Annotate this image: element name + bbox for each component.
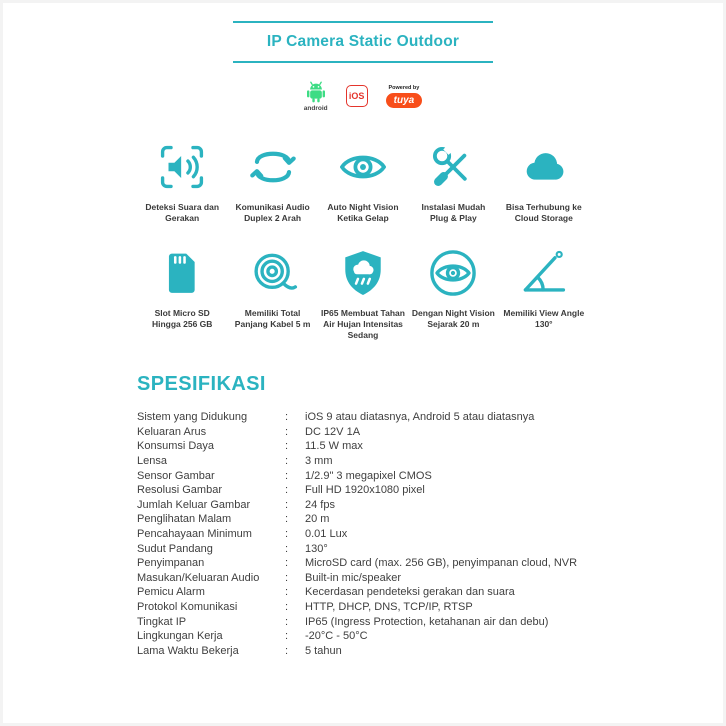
- spec-row: [137, 615, 589, 630]
- spec-label: Lensa: [137, 455, 167, 468]
- spec-colon: :: [285, 411, 289, 424]
- spec-label: Pencahayaan Minimum: [137, 527, 252, 540]
- spec-colon: :: [285, 557, 289, 570]
- auto-night-vision-icon: [336, 140, 390, 194]
- feature-item: [499, 140, 589, 224]
- page-title: IP Camera Static Outdoor: [233, 21, 493, 63]
- spec-row: [137, 512, 589, 527]
- sound-motion-detection-icon: [155, 140, 209, 194]
- ios-icon: iOS: [346, 85, 368, 107]
- spec-row: [137, 556, 589, 571]
- easy-install-tools-icon: [426, 140, 480, 194]
- spec-value: 20 m: [305, 513, 330, 526]
- spec-row: [137, 571, 589, 586]
- spec-label: Keluaran Arus: [137, 425, 207, 438]
- spec-colon: :: [285, 527, 289, 540]
- spec-colon: :: [285, 513, 289, 526]
- feature-item: [227, 140, 317, 224]
- night-vision-distance-icon: [426, 246, 480, 300]
- feature-item: [227, 246, 317, 341]
- spec-value: 0.01 Lux: [305, 527, 348, 540]
- spec-label: Masukan/Keluaran Audio: [137, 571, 260, 584]
- spec-value: Built-in mic/speaker: [305, 571, 401, 584]
- rain-shield-icon: [336, 246, 390, 300]
- feature-grid: [137, 140, 589, 341]
- spec-value: 1/2.9" 3 megapixel CMOS: [305, 469, 432, 482]
- feature-item: [499, 246, 589, 341]
- view-angle-icon: [517, 246, 571, 300]
- spec-value: MicroSD card (max. 256 GB), penyimpanan cloud, NVR: [305, 557, 578, 570]
- spec-colon: :: [285, 644, 289, 657]
- spec-heading: SPESIFIKASI: [137, 373, 266, 396]
- spec-label: Sensor Gambar: [137, 469, 215, 482]
- spec-value: Full HD 1920x1080 pixel: [305, 484, 425, 497]
- spec-label: Lingkungan Kerja: [137, 630, 223, 643]
- spec-colon: :: [285, 484, 289, 497]
- spec-colon: :: [285, 571, 289, 584]
- spec-colon: :: [285, 425, 289, 438]
- spec-value: 130°: [305, 542, 328, 555]
- spec-colon: :: [285, 600, 289, 613]
- spec-value: 24 fps: [305, 498, 335, 511]
- feature-label: Slot Micro SD Hingga 256 GB: [151, 308, 213, 330]
- spec-value: 11.5 W max: [305, 440, 363, 453]
- spec-label: Sudut Pandang: [137, 542, 213, 555]
- spec-label: Tingkat IP: [137, 615, 187, 628]
- spec-value: 3 mm: [305, 455, 333, 468]
- feature-item: [137, 246, 227, 341]
- spec-row: [137, 585, 589, 600]
- spec-colon: :: [285, 615, 289, 628]
- spec-row: [137, 454, 589, 469]
- cloud-storage-icon: [517, 140, 571, 194]
- spec-colon: :: [285, 630, 289, 643]
- feature-item: [318, 246, 408, 341]
- spec-table: [137, 410, 589, 658]
- tuya-logo: tuya: [386, 93, 423, 108]
- spec-row: [137, 629, 589, 644]
- powered-by-label: Powered by: [388, 84, 420, 91]
- platform-badges: [3, 76, 723, 116]
- spec-label: Pemicu Alarm: [137, 586, 205, 599]
- spec-colon: :: [285, 440, 289, 453]
- feature-label: Bisa Terhubung ke Cloud Storage: [505, 202, 582, 224]
- spec-value: DC 12V 1A: [305, 425, 361, 438]
- spec-label: Penyimpanan: [137, 557, 205, 570]
- spec-row: [137, 410, 589, 425]
- feature-item: [408, 140, 498, 224]
- feature-label: Memiliki View Angle 130°: [503, 308, 585, 330]
- android-badge: [304, 80, 328, 112]
- spec-label: Resolusi Gambar: [137, 484, 222, 497]
- spec-colon: :: [285, 498, 289, 511]
- micro-sd-card-icon: [155, 246, 209, 300]
- feature-label: Deteksi Suara dan Gerakan: [145, 202, 220, 224]
- spec-colon: :: [285, 586, 289, 599]
- feature-label: Instalasi Mudah Plug & Play: [421, 202, 486, 224]
- duplex-audio-icon: [246, 140, 300, 194]
- spec-value: Kecerdasan pendeteksi gerakan dan suara: [305, 586, 515, 599]
- spec-label: Protokol Komunikasi: [137, 600, 238, 613]
- feature-label: Auto Night Vision Ketika Gelap: [327, 202, 399, 224]
- spec-label: Sistem yang Didukung: [137, 411, 248, 424]
- feature-label: Dengan Night Vision Sejarak 20 m: [411, 308, 495, 330]
- spec-colon: :: [285, 455, 289, 468]
- feature-label: IP65 Membuat Tahan Air Hujan Intensitas Sedang: [321, 308, 405, 341]
- spec-row: [137, 439, 589, 454]
- spec-row: [137, 542, 589, 557]
- spec-colon: :: [285, 469, 289, 482]
- feature-item: [408, 246, 498, 341]
- spec-row: [137, 600, 589, 615]
- tuya-badge: [386, 85, 423, 108]
- spec-colon: :: [285, 542, 289, 555]
- feature-label: Memiliki Total Panjang Kabel 5 m: [234, 308, 311, 330]
- content-area: [137, 140, 589, 658]
- android-label: android: [303, 105, 328, 112]
- spec-label: Lama Waktu Bekerja: [137, 644, 239, 657]
- spec-row: [137, 527, 589, 542]
- spec-row: [137, 498, 589, 513]
- feature-label: Komunikasi Audio Duplex 2 Arah: [235, 202, 310, 224]
- ios-badge: [346, 85, 368, 107]
- spec-label: Jumlah Keluar Gambar: [137, 498, 251, 511]
- spec-label: Konsumsi Daya: [137, 440, 215, 453]
- spec-label: Penglihatan Malam: [137, 513, 232, 526]
- spec-value: IP65 (Ingress Protection, ketahanan air dan debu): [305, 615, 549, 628]
- spec-value: 5 tahun: [305, 644, 342, 657]
- header: [3, 21, 723, 63]
- spec-value: iOS 9 atau diatasnya, Android 5 atau diatasnya: [305, 411, 535, 424]
- android-icon: [306, 80, 326, 104]
- cable-coil-icon: [246, 246, 300, 300]
- feature-item: [318, 140, 408, 224]
- spec-value: -20°C - 50°C: [305, 630, 368, 643]
- feature-item: [137, 140, 227, 224]
- spec-row: [137, 644, 589, 659]
- spec-row: [137, 483, 589, 498]
- spec-row: [137, 469, 589, 484]
- spec-value: HTTP, DHCP, DNS, TCP/IP, RTSP: [305, 600, 473, 613]
- spec-row: [137, 425, 589, 440]
